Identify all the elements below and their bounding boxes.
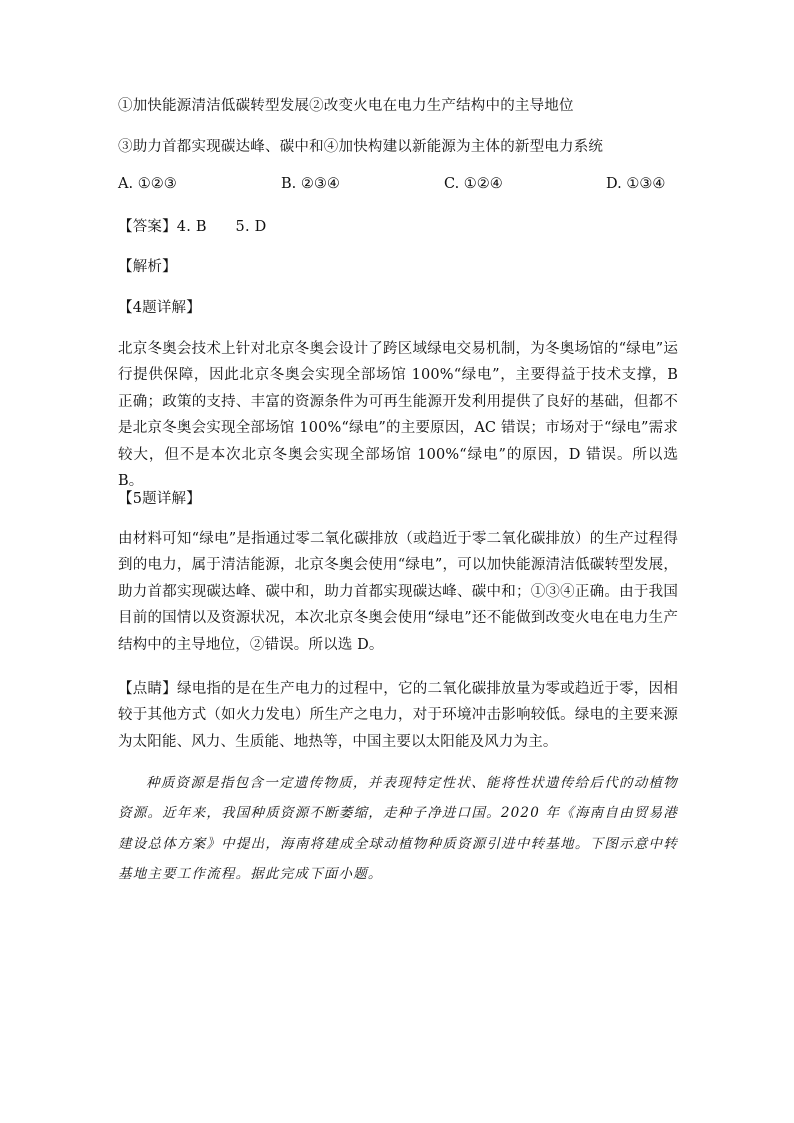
material-paragraph: 种质资源是指包含一定遗传物质，并表现特定性状、能将性状遗传给后代的动植物资源。近年来，我国种质资源不断萎缩，走种子净进口国。2020 年《海南自由贸易港建设总体方案》中提出，海南将建成全球动植物种质资源引进中转基地。下图示意中转基地主要工作流程。据此完成下面小题。 <box>118 775 678 882</box>
option-c: C. ①②④ <box>444 176 503 192</box>
option-d: D. ①③④ <box>606 176 666 192</box>
q4-body: 北京冬奥会技术上针对北京冬奥会设计了跨区域绿电交易机制，为冬奥场馆的“绿电”运行提供保障，因此北京冬奥会实现全部场馆 100%“绿电”，主要得益于技术支撑，B 正确；政策的支持、丰富的资源条件为可再生能源开发利用提供了良好的基础，但都不是北京冬奥会实现全部场馆 100%“绿电”的主要原因，AC 错误；市场对于“绿电”需求较大，但不是本次北京冬奥会实现全部场馆 100%“绿电”的原因，D 错误。所以选 B。 <box>118 341 678 490</box>
answer-options <box>118 176 678 196</box>
analysis-heading: 【解析】 <box>118 259 177 275</box>
q5-heading: 【5题详解】 <box>118 491 201 507</box>
q5-body: 由材料可知“绿电”是指通过零二氧化碳排放（或趋近于零二氧化碳排放）的生产过程得到的电力，属于清洁能源，北京冬奥会使用“绿电”，可以加快能源清洁低碳转型发展，助力首都实现碳达峰、碳中和，助力首都实现碳达峰、碳中和；①③④正确。由于我国目前的国情以及资源状况，本次北京冬奥会使用“绿电”还不能做到改变火电在电力生产结构中的主导地位，②错误。所以选 D。 <box>118 531 678 653</box>
answer-line: 【答案】4. B 5. D <box>118 219 267 235</box>
option-b: B. ②③④ <box>281 176 340 192</box>
highlight-note: 【点睛】绿电指的是在生产电力的过程中，它的二氧化碳排放量为零或趋近于零，因相较于其他方式（如火力发电）所生产之电力，对于环境冲击影响较低。绿电的主要来源为太阳能、风力、生质能、地热等，中国主要以太阳能及风力为主。 <box>118 681 678 750</box>
q4-heading: 【4题详解】 <box>118 300 201 316</box>
statement-line-2: ③助力首都实现碳达峰、碳中和④加快构建以新能源为主体的新型电力系统 <box>118 139 604 155</box>
option-a: A. ①②③ <box>118 176 177 192</box>
statement-line-1: ①加快能源清洁低碳转型发展②改变火电在电力生产结构中的主导地位 <box>118 98 574 114</box>
